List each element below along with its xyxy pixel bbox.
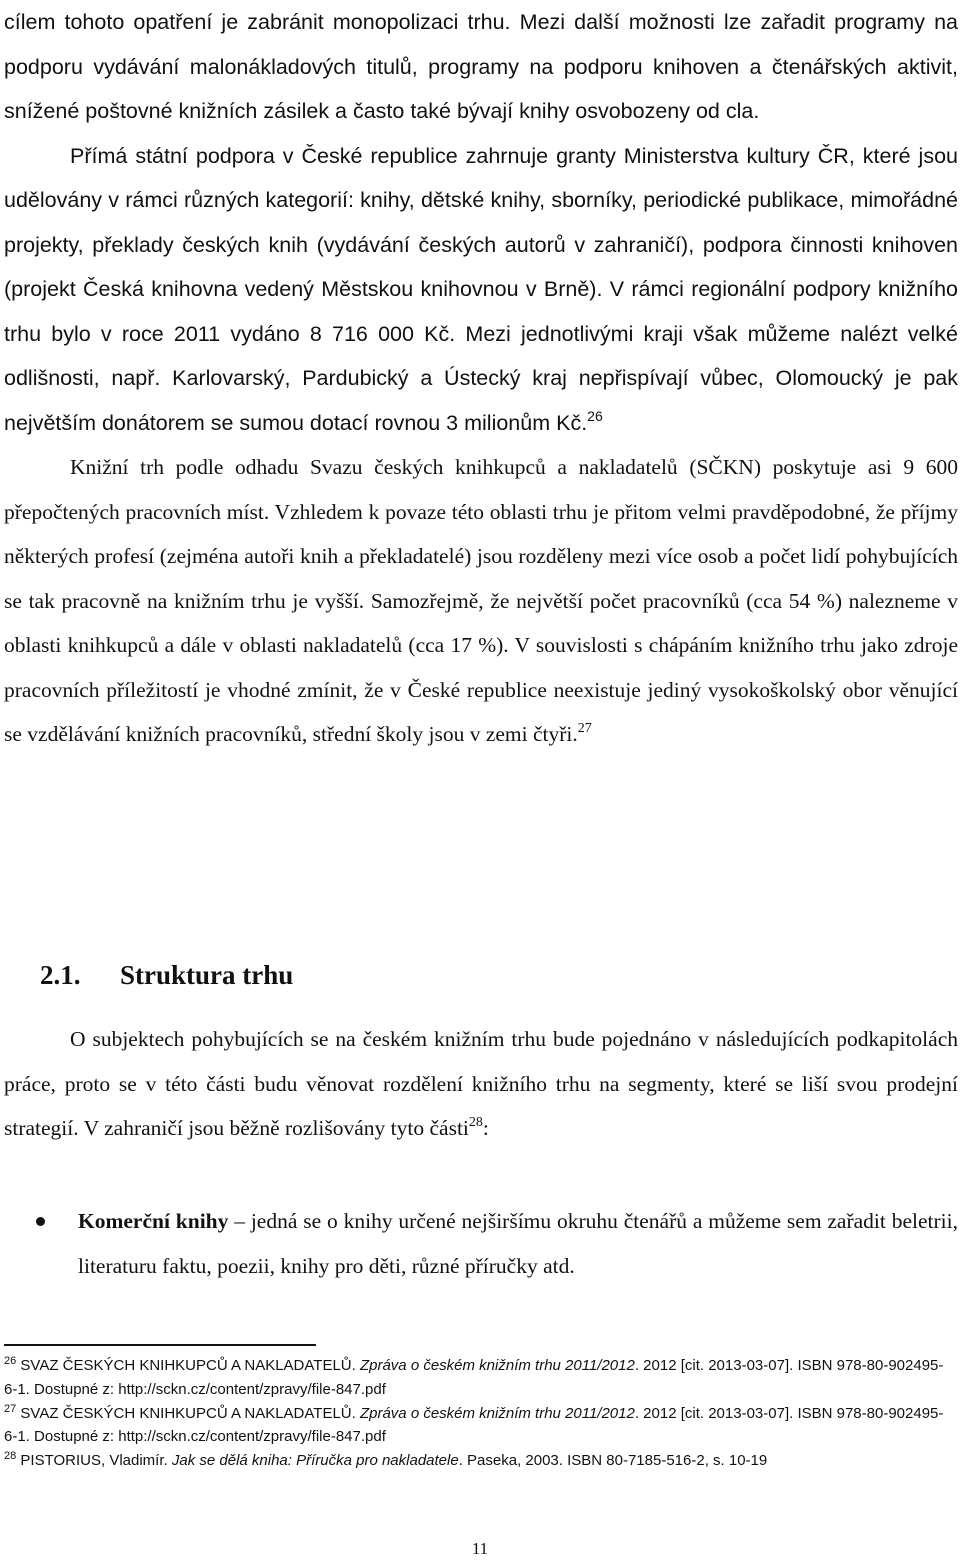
footnote-27 <box>4 1402 954 1450</box>
footnotes <box>4 1354 954 1473</box>
section-title: Struktura trhu <box>120 960 294 990</box>
bullet-description: – jedná se o knihy určené nejširšímu okruhu čtenářů a můžeme sem zařadit beletrii, literaturu faktu, poezii, knihy pro děti, různé příručky atd. <box>78 1209 958 1278</box>
footnote-authors: SVAZ ČESKÝCH KNIHKUPCŮ A NAKLADATELŮ. <box>20 1357 360 1374</box>
paragraph-3 <box>4 445 958 757</box>
footnote-number: 26 <box>4 1355 17 1367</box>
bullet-term: Komerční knihy <box>78 1209 229 1233</box>
bullet-text <box>78 1199 958 1288</box>
footnote-ref-28[interactable]: 28 <box>468 1115 483 1130</box>
paragraph-4-end: : <box>482 1116 489 1140</box>
footnote-title: Jak se dělá kniha: Příručka pro nakladatele <box>171 1452 459 1470</box>
paragraph-4-text: O subjektech pohybujících se na českém knižním trhu bude pojednáno v následujících podkapitolách práce, proto se v této části budu věnovat rozdělení knižního trhu na segmenty, které se liší svou prodejní strategií. V zahraničí jsou běžně rozlišovány tyto části <box>4 1027 958 1140</box>
footnote-ref-27[interactable]: 27 <box>577 721 592 736</box>
section-number: 2.1. <box>40 960 81 990</box>
bullet-icon <box>36 1217 45 1226</box>
footnote-details: . 2012 [cit. 2013-03-07]. ISBN 978-80-902495-6-1. Dostupné z: http://sckn.cz/content/zpravy/file-847.pdf <box>4 1404 944 1446</box>
footnote-number: 28 <box>4 1450 17 1463</box>
footnote-title: Zpráva o českém knižním trhu 2011/2012 <box>359 1404 635 1422</box>
footnote-26 <box>4 1354 954 1402</box>
footnote-details: . Paseka, 2003. ISBN 80-7185-516-2, s. 10-19 <box>458 1452 768 1470</box>
footnote-title: Zpráva o českém knižním trhu 2011/2012 <box>359 1357 635 1374</box>
footnote-separator <box>4 1344 316 1346</box>
paragraph-3-text: Knižní trh podle odhadu Svazu českých knihkupců a nakladatelů (SČKN) poskytuje asi 9 600 přepočtených pracovních míst. Vzhledem k povaze této oblasti trhu je přitom velmi pravděpodobné, že příjmy některých profesí (zejména autoři knih a překladatelé) jsou rozděleny mezi více osob a počet lidí pohybujících se tak pracovně na knižním trhu je vyšší. Samozřejmě, že největší počet pracovníků (cca 54 %) nalezneme v oblasti knihkupců a dále v oblasti nakladatelů (cca 17 %). V souvislosti s chápáním knižního trhu jako zdroje pracovních příležitostí je vhodné zmínit, že v České republice neexistuje jediný vysokoškolský obor věnující se vzdělávání knižních pracovníků, střední školy jsou v zemi čtyři. <box>4 455 958 746</box>
footnote-ref-26[interactable]: 26 <box>587 407 603 424</box>
paragraph-2-text: Přímá státní podpora v České republice zahrnuje granty Ministerstva kultury ČR, které jsou udělovány v rámci různých kategorií: knihy, dětské knihy, sborníky, periodické publikace, mimořádné projekty, překlady českých knih (vydávání českých autorů v zahraničí), podpora činnosti knihoven (projekt Česká knihovna vedený Městskou knihovnou v Brně). V rámci regionální podpory knižního trhu bylo v roce 2011 vydáno 8 716 000 Kč. Mezi jednotlivými kraji však můžeme nalézt velké odlišnosti, např. Karlovarský, Pardubický a Ústecký kraj nepřispívají vůbec, Olomoucký je pak největším donátorem se sumou dotací rovnou 3 milionům Kč. <box>4 143 958 435</box>
paragraph-2 <box>4 134 958 446</box>
paragraph-1: cílem tohoto opatření je zabránit monopolizaci trhu. Mezi další možnosti lze zařadit programy na podporu vydávání malonákladových titulů, programy na podporu knihoven a čtenářských aktivit, snížené poštovné knižních zásilek a často také bývají knihy osvobozeny od cla. <box>4 10 958 123</box>
footnote-details: . 2012 [cit. 2013-03-07]. ISBN 978-80-902495-6-1. Dostupné z: http://sckn.cz/content/zpravy/file-847.pdf <box>4 1357 944 1398</box>
page-body <box>4 0 958 757</box>
footnote-authors: SVAZ ČESKÝCH KNIHKUPCŮ A NAKLADATELŮ. <box>20 1404 360 1422</box>
section-body <box>4 1017 958 1151</box>
section-heading <box>40 960 293 991</box>
paragraph-4 <box>4 1017 958 1151</box>
footnote-number: 27 <box>4 1402 17 1415</box>
bullet-item-commercial-books <box>36 1199 958 1288</box>
footnote-28 <box>4 1449 954 1473</box>
page-number: 11 <box>471 1539 489 1558</box>
footnote-authors: PISTORIUS, Vladimír. <box>20 1452 172 1470</box>
